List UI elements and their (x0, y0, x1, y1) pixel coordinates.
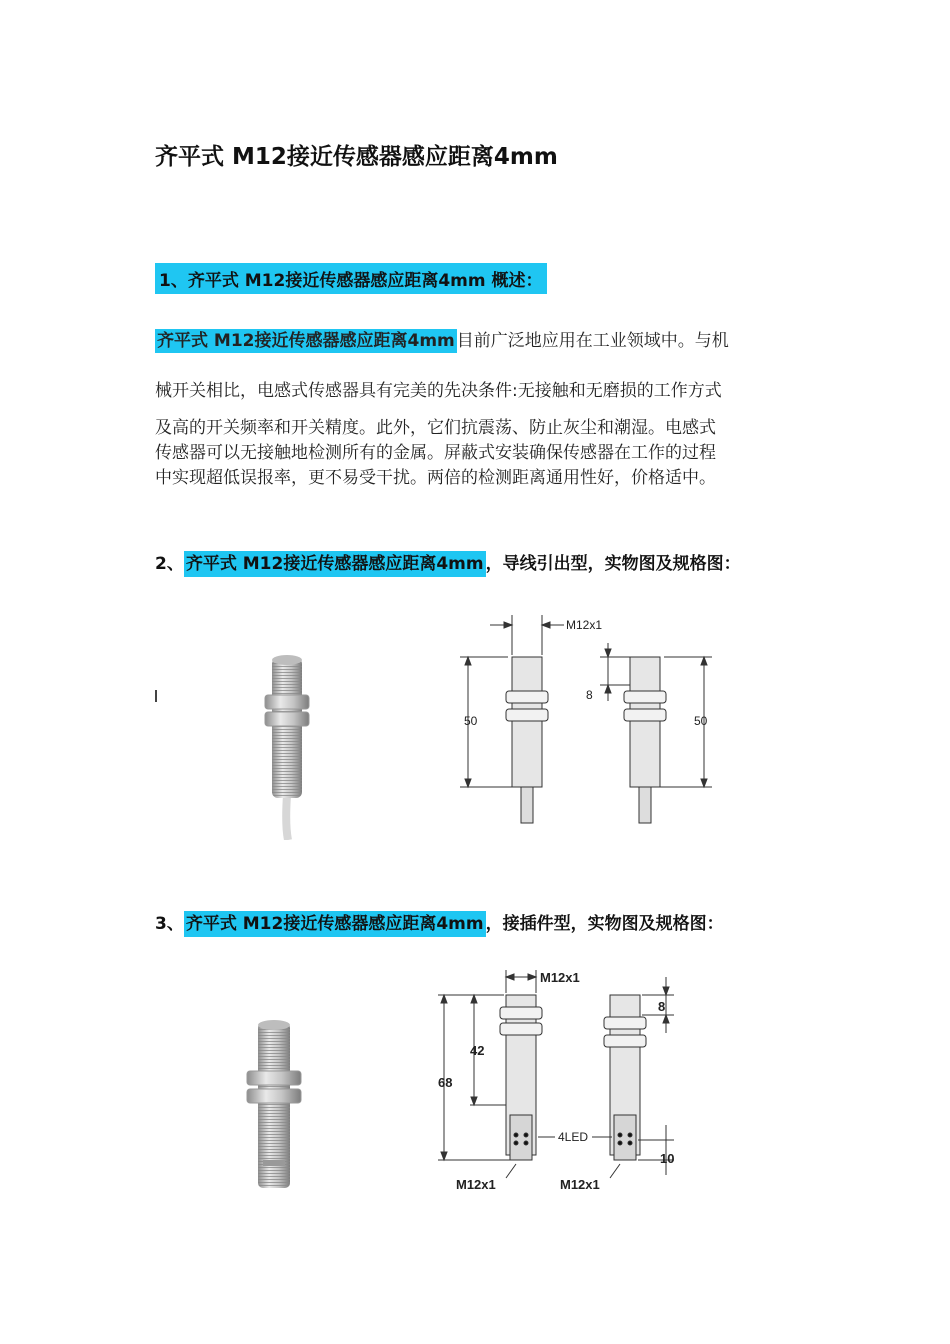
flush-depth-label: 8 (586, 688, 593, 702)
led-label: 4LED (558, 1130, 589, 1144)
intro-line-4: 传感器可以无接触地检测所有的金属。屏蔽式安装确保传感器在工作的过程 (155, 443, 716, 463)
intro-line-2: 械开关相比，电感式传感器具有完美的先决条件:无接触和无磨损的工作方式 (155, 381, 722, 401)
flush-depth-label: 8 (658, 999, 666, 1014)
section-2-highlight: 齐平式 M12接近传感器感应距离4mm (184, 551, 486, 577)
intro-line-1 (155, 326, 729, 351)
section-2-heading (155, 549, 741, 574)
total-length-label: 68 (438, 1075, 453, 1090)
connector-sensor-drawing (430, 965, 690, 1195)
section-2-rest: ，导线引出型，实物图及规格图： (485, 554, 741, 574)
section-1-text: 齐平式 M12接近传感器感应距离4mm 概述： (187, 271, 543, 291)
section-3-rest: ，接插件型，实物图及规格图： (485, 914, 724, 934)
thread-top-label: M12x1 (540, 970, 580, 985)
body-length-label: 42 (470, 1043, 485, 1058)
length-right-label: 50 (694, 714, 708, 728)
connector-length-label: 10 (660, 1151, 675, 1166)
cable-sensor-photo (155, 640, 335, 840)
length-left-label: 50 (464, 714, 478, 728)
section-1-number: 1、 (159, 271, 188, 291)
section-2-number: 2、 (155, 554, 184, 574)
thread-bottom-left-label: M12x1 (456, 1177, 496, 1192)
thread-bottom-right-label: M12x1 (560, 1177, 600, 1192)
thread-label: M12x1 (566, 618, 603, 632)
intro-line-5: 中实现超低误报率，更不易受干扰。两倍的检测距离通用性好，价格适中。 (155, 468, 716, 488)
page-title: 齐平式 M12接近传感器感应距离4mm (155, 144, 558, 170)
intro-highlight: 齐平式 M12接近传感器感应距离4mm (157, 331, 455, 351)
section-3-heading (155, 909, 724, 934)
cable-sensor-drawing (440, 605, 740, 835)
connector-sensor-photo (235, 1015, 315, 1195)
intro-line-3: 及高的开关频率和开关精度。此外，它们抗震荡、防止灰尘和潮湿。电感式 (155, 418, 716, 438)
section-3-number: 3、 (155, 914, 184, 934)
section-3-highlight: 齐平式 M12接近传感器感应距离4mm (184, 911, 486, 937)
section-1-heading (155, 263, 547, 294)
edge-mark (155, 690, 157, 702)
intro-line-1-rest: 目前广泛地应用在工业领域中。与机 (456, 331, 729, 351)
